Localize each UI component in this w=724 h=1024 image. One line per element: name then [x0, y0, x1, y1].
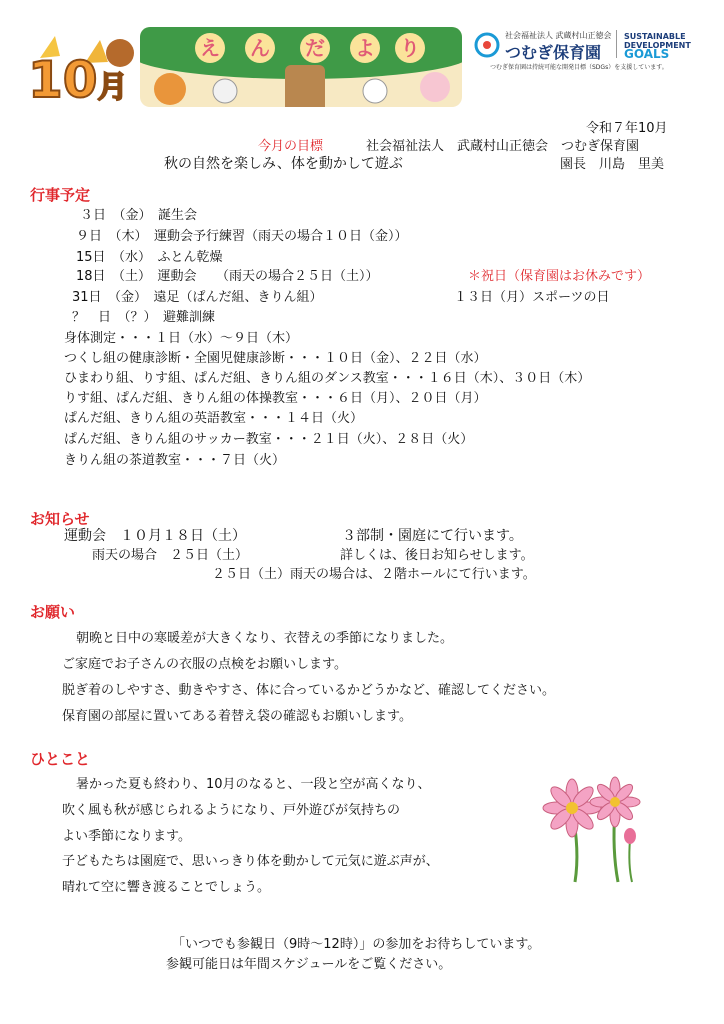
comment-line: 晴れて空に響き渡ることでしょう。 [62, 880, 271, 895]
event-extra: りす組、ぱんだ組、きりん組の体操教室・・・６日（月）、２０日（月） [64, 391, 487, 406]
event-row: 31日 （金） 遠足（ぱんだ組、きりん組） [72, 290, 323, 305]
events-heading: 行事予定 [30, 186, 91, 204]
event-extra: きりん組の茶道教室・・・７日（火） [64, 453, 286, 468]
holiday: １３日（月）スポーツの日 [454, 290, 610, 305]
org-name: 社会福祉法人 武蔵村山正徳会 つむぎ保育園 [366, 139, 640, 154]
title-banner [140, 27, 462, 107]
notice-line: 運動会 １０月１８日（土） [64, 528, 246, 544]
month-number: 10月 [28, 51, 128, 109]
event-row: ３日 （金） 誕生会 [80, 208, 198, 223]
footer-line: 「いつでも参観日（9時～12時）」の参加をお待ちしています。 [172, 937, 541, 952]
sdg-logo: SUSTAINABLE DEVELOPMENT GOALS [624, 32, 691, 61]
event-extra: 身体測定・・・１日（水）～９日（木） [64, 331, 299, 346]
footer-line: 参観可能日は年間スケジュールをご覧ください。 [166, 957, 452, 972]
notice-line: 詳しくは、後日お知らせします。 [340, 548, 534, 563]
comment-line: よい季節になります。 [62, 829, 191, 844]
banner-char: ん [245, 33, 275, 63]
notice-line: ３部制・園庭にて行います。 [342, 528, 523, 544]
request-line: 脱ぎ着のしやすさ、動きやすさ、体に合っているかどうかなど、確認してください。 [62, 683, 555, 698]
comment-line: 子どもたちは園庭で、思いっきり体を動かして元気に遊ぶ声が、 [62, 854, 439, 869]
notice-heading: お知らせ [30, 510, 90, 528]
comment-line: 吹く風も秋が感じられるようになり、戸外遊びが気持ちの [62, 803, 401, 818]
banner-char: え [195, 33, 225, 63]
event-extra: ぱんだ組、きりん組のサッカー教室・・・２１日（火）、２８日（火） [64, 432, 474, 447]
notice-line: ２５日（土）雨天の場合は、２階ホールにて行います。 [212, 567, 536, 582]
event-extra: ぱんだ組、きりん組の英語教室・・・１４日（火） [64, 411, 364, 426]
goal-label: 今月の目標 [258, 139, 324, 154]
request-line: 保育園の部屋に置いてある着替え袋の確認もお願いします。 [62, 709, 412, 724]
issue-date: 令和７年10月 [586, 121, 668, 136]
request-line: 朝晩と日中の寒暖差が大きくなり、衣替えの季節になりました。 [76, 631, 454, 646]
event-row: 18日 （土） 運動会 （雨天の場合２５日（土）） [76, 269, 379, 284]
monthly-goal: 秋の自然を楽しみ、体を動かして遊ぶ [164, 156, 403, 172]
comment-line: 暑かった夏も終わり、10月のなると、一段と空が高くなり、 [76, 777, 431, 792]
director: 園長 川島 里美 [560, 157, 665, 172]
comment-heading: ひとこと [30, 750, 91, 768]
event-extra: つくし組の健康診断・全園児健康診断・・・１０日（金）、２２日（水） [64, 351, 487, 366]
request-heading: お願い [30, 603, 76, 621]
tsumugi-logo-icon [474, 32, 500, 58]
logo-subtitle: つむぎ保育園は持続可能な開発目標（SDGs）を支援しています。 [490, 64, 668, 71]
event-extra: ひまわり組、りす組、ぱんだ組、きりん組のダンス教室・・・１６日（木）、３０日（木） [64, 371, 591, 386]
banner-char: だ [300, 33, 330, 63]
banner-char: よ [350, 33, 380, 63]
event-row: 15日 （水） ふとん乾燥 [76, 250, 223, 265]
event-row: ９日 （木） 運動会予行練習（雨天の場合１０日（金）） [76, 229, 408, 244]
logo-org: 社会福祉法人 武蔵村山正徳会 [505, 31, 612, 40]
animals-illustration [140, 67, 462, 107]
request-line: ご家庭でお子さんの衣服の点検をお願いします。 [62, 657, 347, 672]
holiday-note: ＊祝日（保育園はお休みです） [468, 269, 651, 284]
event-row: ？ 日 （？） 避難訓練 [72, 310, 216, 325]
logo-name: つむぎ保育園 [505, 43, 602, 62]
banner-char: り [395, 33, 425, 63]
cosmos-flower-icon [520, 770, 650, 885]
notice-line: 雨天の場合 ２５日（土） [92, 548, 249, 563]
